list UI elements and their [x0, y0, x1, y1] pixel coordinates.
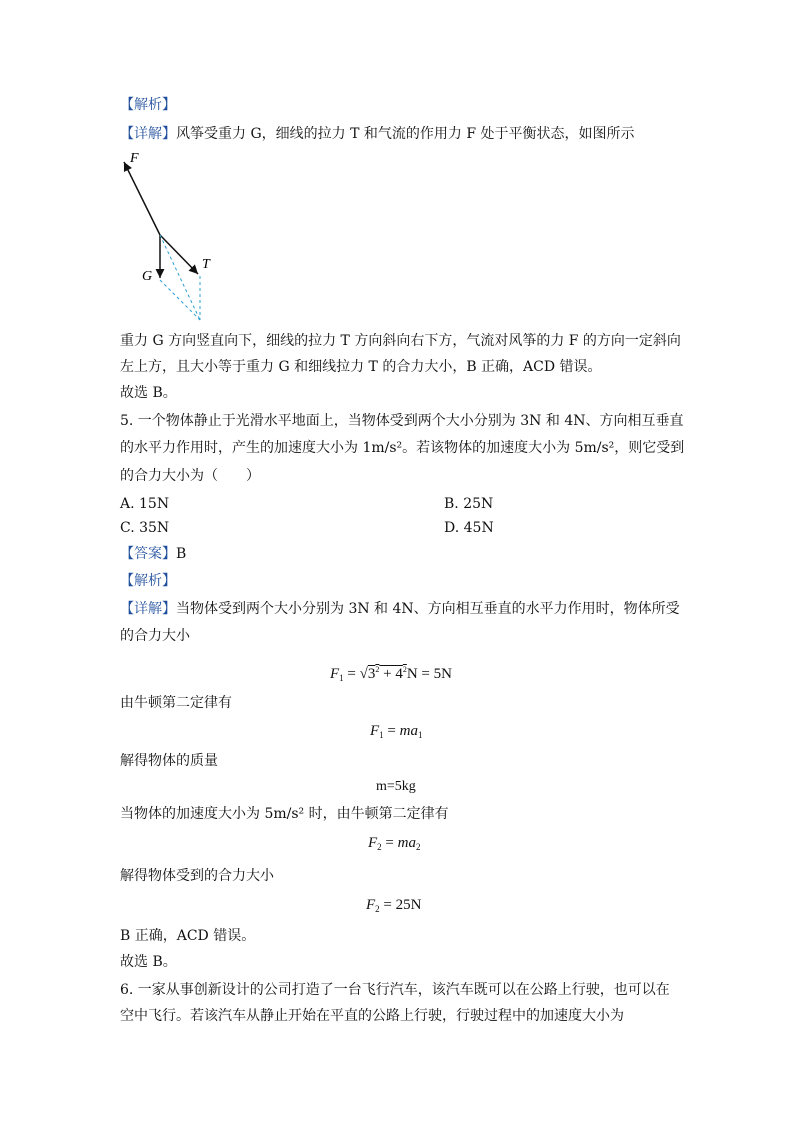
para-1: 重力 G 方向竖直向下，细线的拉力 T 方向斜向右下方，气流对风筝的力 F 的方向一定斜向: [120, 333, 681, 349]
q5-analysis-tag: 【解析】: [120, 573, 176, 589]
q5-detail-line: [120, 599, 680, 619]
q6-stem-2: 空中飞行。若该汽车从静止开始在平直的公路上行驶，行驶过程中的加速度大小为: [120, 1008, 624, 1024]
force-F-arrow: [124, 162, 160, 235]
label-T: T: [202, 257, 210, 272]
q5-detail-1: 当物体受到两个大小分别为 3N 和 4N、方向相互垂直的水平力作用时，物体所受: [176, 601, 680, 617]
answer-value: B: [176, 546, 187, 562]
detail-tag: 【详解】: [120, 126, 176, 142]
para-2: 左上方，且大小等于重力 G 和细线拉力 T 的合力大小，B 正确，ACD 错误。: [120, 359, 602, 375]
conclusion-q4: 故选 B。: [120, 385, 177, 401]
q5-stem-2: 的水平力作用时，产生的加速度大小为 1m/s²。若该物体的加速度大小为 5m/s²，则它受到: [120, 440, 685, 456]
when-text: 当物体的加速度大小为 5m/s² 时，由牛顿第二定律有: [120, 806, 449, 822]
force-diagram: [118, 150, 228, 325]
option-b: B. 25N: [444, 496, 494, 512]
equation-result: $F_2 = 25N$: [366, 897, 422, 914]
option-c: C. 35N: [120, 520, 170, 536]
force-T-arrow: [160, 235, 198, 274]
q5-stem-3: 的合力大小为（ ）: [120, 468, 260, 484]
parallel-dashed-1: [160, 280, 200, 320]
analysis-tag: 【解析】: [120, 97, 176, 113]
equation-resultant: $F_1 = √3^2 + 4^2N = 5N$: [330, 665, 452, 683]
q5-result: B 正确，ACD 错误。: [120, 928, 256, 944]
q5-stem-1: 5. 一个物体静止于光滑水平地面上，当物体受到两个大小分别为 3N 和 4N、方向相互垂直: [120, 413, 684, 429]
q6-stem-1: 6. 一家从事创新设计的公司打造了一台飞行汽车，该汽车既可以在公路上行驶，也可以在: [120, 982, 670, 998]
q5-conclusion: 故选 B。: [120, 954, 177, 970]
equation-newton-2: $F_2 = ma_2$: [368, 835, 421, 852]
detail-text: 风筝受重力 G，细线的拉力 T 和气流的作用力 F 处于平衡状态，如图所示: [176, 126, 635, 142]
newton-law-1: 由牛顿第二定律有: [120, 695, 232, 711]
mass-text: 解得物体的质量: [120, 753, 218, 769]
answer-line: [120, 544, 186, 564]
label-G: G: [142, 269, 153, 284]
q5-detail-2: 的合力大小: [120, 628, 190, 644]
answer-tag: 【答案】: [120, 546, 176, 562]
detail-line: [120, 124, 635, 144]
option-a: A. 15N: [120, 496, 170, 512]
force-text: 解得物体受到的合力大小: [120, 868, 274, 884]
label-F: F: [130, 151, 139, 166]
eq1-rhs: N = 5N: [406, 666, 452, 682]
option-d: D. 45N: [444, 520, 494, 536]
eq5-rhs: = 25N: [383, 897, 422, 913]
q5-detail-tag: 【详解】: [120, 601, 176, 617]
equation-mass: m=5kg: [376, 779, 416, 794]
equation-newton-1: $F_1 = ma_1$: [370, 723, 423, 740]
resultant-dashed: [160, 235, 200, 320]
